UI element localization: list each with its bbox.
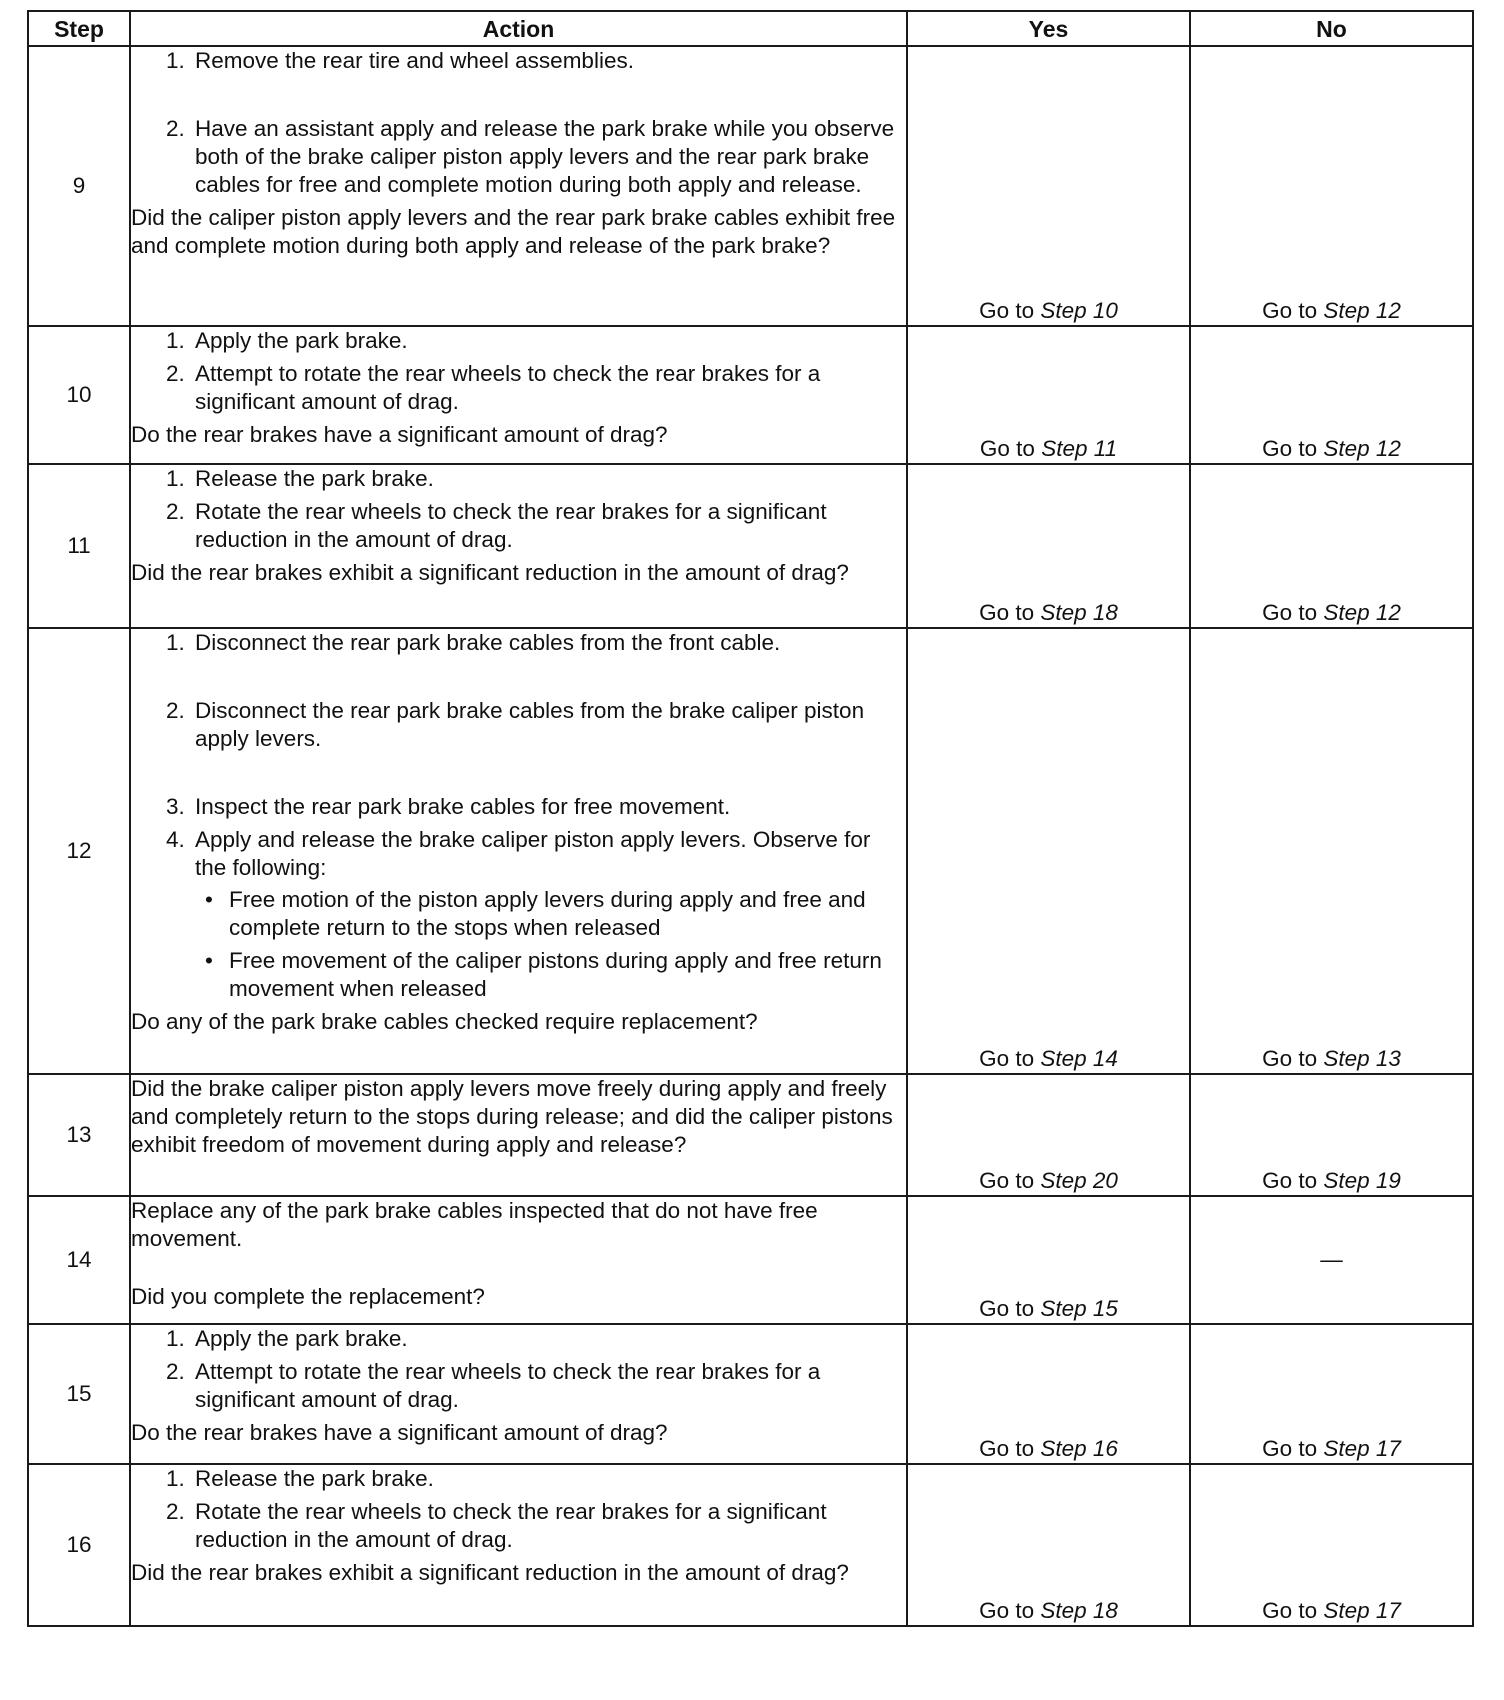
list-item: 1. Apply the park brake. xyxy=(191,1325,906,1353)
yes-step-link[interactable]: Step 15 xyxy=(1040,1296,1118,1321)
no-cell xyxy=(1190,1324,1473,1464)
list-item: 3. Inspect the rear park brake cables for free movement. xyxy=(191,793,906,821)
yes-cell xyxy=(907,1324,1190,1464)
list-item: 2. Disconnect the rear park brake cables from the brake caliper piston apply levers. xyxy=(191,697,906,753)
action-cell xyxy=(130,46,907,326)
header-yes: Yes xyxy=(907,11,1190,46)
action-cell xyxy=(130,1074,907,1196)
yes-prefix: Go to xyxy=(979,600,1035,625)
no-cell xyxy=(1190,1196,1473,1324)
action-cell xyxy=(130,326,907,464)
yes-prefix: Go to xyxy=(979,436,1035,461)
no-dash: — xyxy=(1320,1247,1343,1272)
no-prefix: Go to xyxy=(1262,298,1318,323)
action-list xyxy=(131,465,906,554)
action-list xyxy=(131,629,906,1003)
table-row xyxy=(28,1074,1473,1196)
table-row xyxy=(28,46,1473,326)
yes-cell xyxy=(907,1074,1190,1196)
action-cell xyxy=(130,464,907,628)
no-prefix: Go to xyxy=(1262,1436,1318,1461)
no-prefix: Go to xyxy=(1262,1598,1318,1623)
table-row xyxy=(28,464,1473,628)
table-row xyxy=(28,1324,1473,1464)
no-cell xyxy=(1190,1464,1473,1626)
yes-step-link[interactable]: Step 16 xyxy=(1040,1436,1118,1461)
question: Do the rear brakes have a significant amount of drag? xyxy=(131,1420,668,1445)
action-cell xyxy=(130,628,907,1074)
no-step-link[interactable]: Step 17 xyxy=(1323,1598,1401,1623)
yes-step-link[interactable]: Step 14 xyxy=(1040,1046,1118,1071)
action-cell xyxy=(130,1196,907,1324)
header-row xyxy=(28,11,1473,46)
no-prefix: Go to xyxy=(1262,1046,1318,1071)
no-cell xyxy=(1190,464,1473,628)
step-number: 9 xyxy=(28,46,130,326)
action-list xyxy=(131,1465,906,1554)
step-number: 13 xyxy=(28,1074,130,1196)
no-cell xyxy=(1190,1074,1473,1196)
table-row xyxy=(28,1464,1473,1626)
list-item xyxy=(191,826,906,1003)
question: Did you complete the replacement? xyxy=(131,1284,485,1309)
list-item: 2. Have an assistant apply and release the park brake while you observe both of the brake caliper piston apply levers and the rear park brake cables for free and complete motion during both apply and release. xyxy=(191,115,906,199)
no-step-link[interactable]: Step 19 xyxy=(1323,1168,1401,1193)
no-step-link[interactable]: Step 12 xyxy=(1323,600,1401,625)
question: Do any of the park brake cables checked require replacement? xyxy=(131,1009,758,1034)
table-row xyxy=(28,1196,1473,1324)
question: Did the caliper piston apply levers and the rear park brake cables exhibit free and complete motion during both apply and release of the park brake? xyxy=(131,205,896,258)
list-item: 1. Release the park brake. xyxy=(191,465,906,493)
no-prefix: Go to xyxy=(1262,600,1318,625)
no-prefix: Go to xyxy=(1262,436,1318,461)
no-prefix: Go to xyxy=(1262,1168,1318,1193)
step-number: 16 xyxy=(28,1464,130,1626)
action-list xyxy=(131,327,906,416)
no-step-link[interactable]: Step 12 xyxy=(1323,436,1401,461)
bullet-text: Free motion of the piston apply levers during apply and free and complete return to the stops when released xyxy=(229,887,866,940)
step-number: 14 xyxy=(28,1196,130,1324)
list-item: 2. Attempt to rotate the rear wheels to check the rear brakes for a significant amount of drag. xyxy=(191,360,906,416)
no-cell xyxy=(1190,46,1473,326)
action-text: Did the brake caliper piston apply levers move freely during apply and freely and completely return to the stops during release; and did the caliper pistons exhibit freedom of movement during apply and release? xyxy=(131,1076,893,1157)
bullet-item: • Free movement of the caliper pistons during apply and free return movement when released xyxy=(205,948,882,1001)
question: Do the rear brakes have a significant amount of drag? xyxy=(131,422,668,447)
no-step-link[interactable]: Step 17 xyxy=(1323,1436,1401,1461)
list-item: 1. Apply the park brake. xyxy=(191,327,906,355)
yes-step-link[interactable]: Step 10 xyxy=(1040,298,1118,323)
header-action: Action xyxy=(130,11,907,46)
yes-prefix: Go to xyxy=(979,1046,1035,1071)
action-cell xyxy=(130,1464,907,1626)
diagnostic-table xyxy=(27,10,1474,1627)
yes-step-link[interactable]: Step 18 xyxy=(1040,600,1118,625)
list-item: 2. Rotate the rear wheels to check the rear brakes for a significant reduction in the amount of drag. xyxy=(191,498,906,554)
yes-prefix: Go to xyxy=(979,1598,1035,1623)
yes-cell xyxy=(907,464,1190,628)
step-number: 11 xyxy=(28,464,130,628)
step-number: 12 xyxy=(28,628,130,1074)
step-number: 15 xyxy=(28,1324,130,1464)
table-row xyxy=(28,628,1473,1074)
yes-cell xyxy=(907,326,1190,464)
no-cell xyxy=(1190,326,1473,464)
list-item-text: Apply and release the brake caliper piston apply levers. Observe for the following: xyxy=(195,827,871,880)
yes-cell xyxy=(907,46,1190,326)
yes-prefix: Go to xyxy=(979,1168,1035,1193)
no-step-link[interactable]: Step 13 xyxy=(1323,1046,1401,1071)
yes-prefix: Go to xyxy=(979,1436,1035,1461)
table-row xyxy=(28,326,1473,464)
list-item: 1. Disconnect the rear park brake cables from the front cable. xyxy=(191,629,906,657)
header-step: Step xyxy=(28,11,130,46)
yes-cell xyxy=(907,1196,1190,1324)
list-item: 1. Release the park brake. xyxy=(191,1465,906,1493)
list-item: 2. Rotate the rear wheels to check the rear brakes for a significant reduction in the amount of drag. xyxy=(191,1498,906,1554)
list-item: 2. Attempt to rotate the rear wheels to check the rear brakes for a significant amount of drag. xyxy=(191,1358,906,1414)
no-step-link[interactable]: Step 12 xyxy=(1323,298,1401,323)
bullet-text: Free movement of the caliper pistons during apply and free return movement when released xyxy=(229,948,882,1001)
list-item: 1. Remove the rear tire and wheel assemblies. xyxy=(191,47,906,75)
question: Did the rear brakes exhibit a significant reduction in the amount of drag? xyxy=(131,560,849,585)
yes-prefix: Go to xyxy=(979,298,1035,323)
step-number: 10 xyxy=(28,326,130,464)
action-list xyxy=(131,47,906,199)
yes-step-link[interactable]: Step 18 xyxy=(1040,1598,1118,1623)
action-cell xyxy=(130,1324,907,1464)
no-cell xyxy=(1190,628,1473,1074)
bullet-list xyxy=(195,886,906,1003)
yes-prefix: Go to xyxy=(979,1296,1035,1321)
yes-cell xyxy=(907,1464,1190,1626)
header-no: No xyxy=(1190,11,1473,46)
bullet-item: • Free motion of the piston apply levers during apply and free and complete return to the stops when released xyxy=(205,887,866,940)
yes-step-link[interactable]: Step 11 xyxy=(1041,436,1118,461)
action-text: Replace any of the park brake cables inspected that do not have free movement. xyxy=(131,1198,818,1251)
yes-cell xyxy=(907,628,1190,1074)
yes-step-link[interactable]: Step 20 xyxy=(1040,1168,1118,1193)
question: Did the rear brakes exhibit a significant reduction in the amount of drag? xyxy=(131,1560,849,1585)
action-list xyxy=(131,1325,906,1414)
